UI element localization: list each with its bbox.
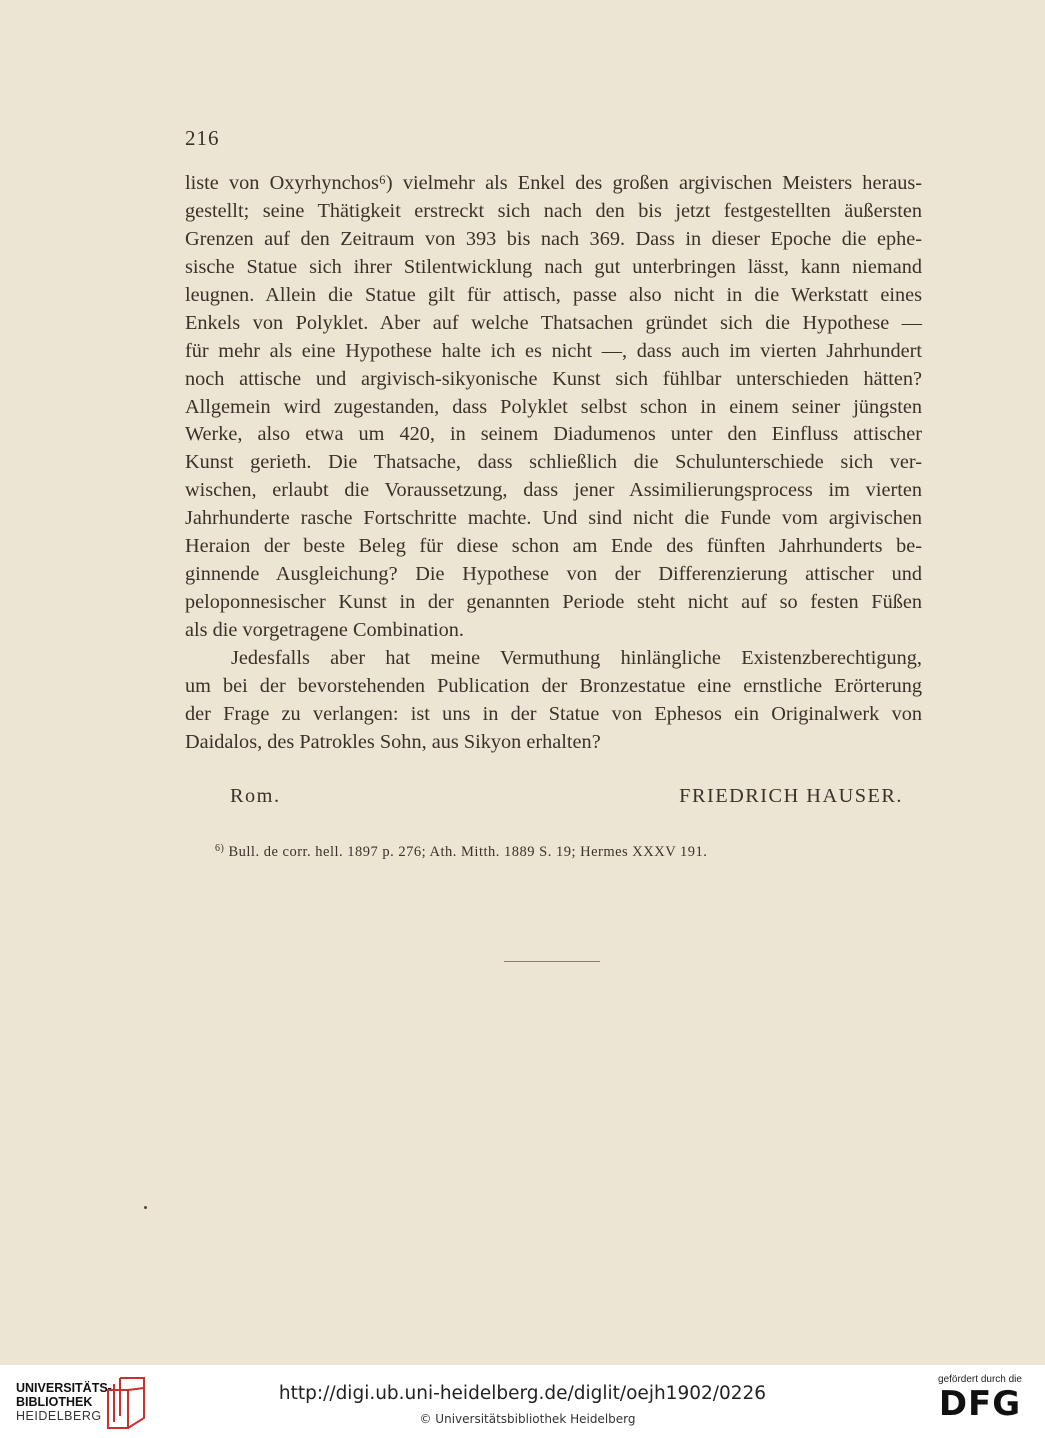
- text-line: peloponnesischer Kunst in der genannten Periode steht nicht auf so festen Füßen: [185, 591, 922, 614]
- library-name-line3: HEIDELBERG: [16, 1409, 102, 1423]
- copyright-text: © Universitätsbibliothek Heidelberg: [419, 1412, 636, 1426]
- document-url-link[interactable]: http://digi.ub.uni-heidelberg.de/diglit/oejh1902/0226: [278, 1383, 767, 1404]
- text-line: wischen, erlaubt die Voraussetzung, dass jener Assimilierungsprocess im vierten: [185, 479, 922, 502]
- text-line: sische Statue sich ihrer Stilentwicklung nach gut unterbringen lässt, kann niemand: [185, 255, 922, 278]
- text-line: gestellt; seine Thätigkeit erstreckt sich nach den bis jetzt festgestellten äußersten: [185, 199, 922, 222]
- signature: [230, 785, 903, 808]
- text-line: Grenzen auf den Zeitraum von 393 bis nach 369. Dass in dieser Epoche die ephe-: [185, 227, 922, 250]
- text-line: als die vorgetragene Combination.: [185, 619, 464, 641]
- library-logo[interactable]: [16, 1381, 112, 1423]
- text-line: Kunst gerieth. Die Thatsache, dass schließlich die Schulunterschiede sich ver-: [185, 451, 922, 474]
- text-line: Daidalos, des Patrokles Sohn, aus Sikyon erhalten?: [185, 730, 601, 753]
- text-line: ginnende Ausgleichung? Die Hypothese von der Differenzierung attischer und: [185, 563, 922, 586]
- text-line: für mehr als eine Hypothese halte ich es nicht —, dass auch im vierten Jahrhundert: [185, 339, 922, 362]
- footnote-text: Bull. de corr. hell. 1897 p. 276; Ath. Mitth. 1889 S. 19; Hermes XXXV 191.: [228, 844, 708, 860]
- footer-bar: [0, 1365, 1045, 1438]
- text-line: liste von Oxyrhynchos⁶) vielmehr als Enkel des großen argivischen Meisters heraus-: [185, 172, 922, 194]
- text-line: Enkels von Polyklet. Aber auf welche Thatsachen gründet sich die Hypothese —: [185, 311, 922, 334]
- text-line: Werke, also etwa um 420, in seinem Diadumenos unter den Einfluss attischer: [185, 423, 922, 446]
- signature-author: FRIEDRICH HAUSER.: [679, 785, 903, 807]
- signature-place: Rom.: [230, 785, 281, 807]
- text-line: der Frage zu verlangen: ist uns in der Statue von Ephesos ein Originalwerk von: [185, 702, 922, 725]
- library-name-line2: BIBLIOTHEK: [16, 1395, 93, 1409]
- text-line: leugnen. Allein die Statue gilt für attisch, passe also nicht in die Werkstatt eines: [185, 283, 922, 306]
- end-rule: [504, 961, 600, 962]
- scan-speck: [144, 1206, 147, 1209]
- footnote: [215, 843, 707, 861]
- body-text: [185, 170, 922, 757]
- text-line: Jahrhunderte rasche Fortschritte machte. Und sind nicht die Funde vom argivischen: [185, 507, 922, 530]
- funding-note: gefördert durch die: [938, 1374, 1022, 1385]
- page-number: 216: [185, 126, 220, 150]
- text-line: Heraion der beste Beleg für diese schon am Ende des fünften Jahrhunderts be-: [185, 535, 922, 558]
- text-line: Allgemein wird zugestanden, dass Polyklet selbst schon in einem seiner jüngsten: [185, 395, 922, 418]
- footnote-marker: 6): [215, 843, 225, 854]
- dfg-logo: DFG: [938, 1384, 1022, 1424]
- text-line: Jedesfalls aber hat meine Vermuthung hinlängliche Existenzberechtigung,: [231, 646, 922, 669]
- library-name-line1: UNIVERSITÄTS-: [16, 1381, 112, 1395]
- funder-block[interactable]: [930, 1374, 1030, 1423]
- text-line: um bei der bevorstehenden Publication der Bronzestatue eine ernstliche Erörterung: [185, 674, 922, 697]
- text-line: noch attische und argivisch-sikyonische Kunst sich fühlbar unterschieden hätten?: [185, 367, 922, 390]
- library-emblem-icon: [104, 1374, 148, 1432]
